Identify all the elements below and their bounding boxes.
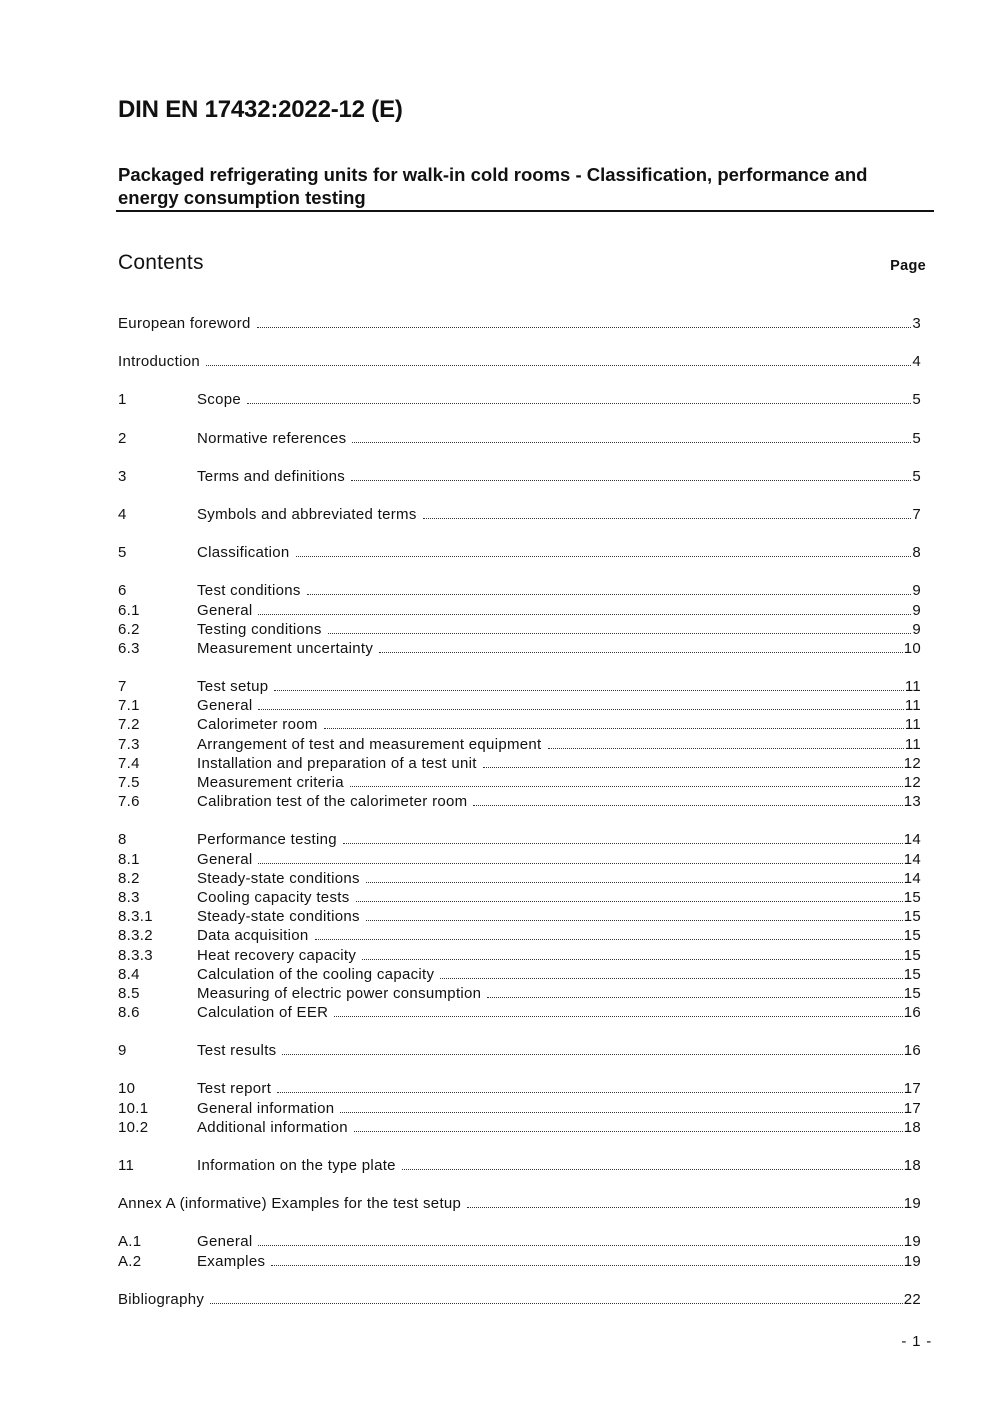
toc-entry-number: 6	[118, 582, 127, 600]
toc-entry-title: Scope	[197, 391, 242, 409]
toc-group	[118, 831, 921, 1023]
toc-entry-page: 12	[903, 774, 921, 791]
toc-entry-title: General	[197, 601, 253, 619]
toc-entry-title: Calibration test of the calorimeter room	[197, 793, 468, 811]
toc-dot-leader	[366, 908, 903, 921]
toc-entry-number: A.1	[118, 1233, 142, 1251]
toc-entry[interactable]	[118, 755, 921, 774]
toc-entry-title: Measurement criteria	[197, 774, 344, 791]
toc-dot-leader	[473, 793, 902, 806]
toc-dot-leader	[467, 1195, 903, 1208]
toc-dot-leader	[379, 640, 903, 653]
toc-entry-number: 10	[118, 1080, 136, 1098]
toc-entry-number: 8.3.3	[118, 946, 153, 964]
toc-entry[interactable]	[118, 1042, 921, 1061]
toc-entry-number: 8.3.2	[118, 927, 153, 945]
toc-entry[interactable]	[118, 506, 921, 525]
toc-dot-leader	[402, 1157, 903, 1170]
toc-entry[interactable]	[118, 621, 921, 640]
toc-dot-leader	[334, 1004, 902, 1017]
toc-entry-page: 11	[904, 678, 921, 696]
toc-entry-number: 7.6	[118, 793, 140, 811]
toc-entry-title: Testing conditions	[197, 620, 322, 638]
toc-entry-page: 15	[903, 927, 921, 945]
toc-entry-title: Arrangement of test and measurement equipment	[197, 735, 542, 753]
contents-heading: Contents	[118, 251, 204, 274]
toc-dot-leader	[210, 1291, 903, 1304]
toc-entry-page: 18	[903, 1157, 921, 1174]
toc-entry-page: 10	[903, 639, 921, 657]
toc-dot-leader	[271, 1253, 902, 1266]
toc-dot-leader	[483, 755, 903, 768]
toc-group	[118, 544, 921, 563]
toc-entry-number: 4	[118, 505, 127, 523]
toc-entry-title: Measuring of electric power consumption	[197, 984, 482, 1002]
toc-entry-number: 7	[118, 678, 127, 696]
toc-entry-number: 6.2	[118, 620, 140, 638]
toc-entry-number: 7.3	[118, 735, 140, 753]
toc-entry-title: Installation and preparation of a test unit	[197, 754, 477, 772]
toc-dot-leader	[258, 602, 911, 615]
toc-entry-title: Annex A (informative) Examples for the test setup	[118, 1195, 462, 1213]
toc-entry[interactable]	[118, 793, 921, 812]
toc-entry[interactable]	[118, 602, 921, 621]
toc-entry-title: Steady-state conditions	[197, 908, 360, 926]
document-title: Packaged refrigerating units for walk-in cold rooms - Classification, performance and energy consumption testing	[118, 164, 868, 208]
toc-entry-page: 15	[903, 946, 921, 964]
toc-group	[118, 1042, 921, 1061]
toc-entry-title: General	[197, 1233, 253, 1251]
toc-dot-leader	[352, 430, 911, 443]
toc-dot-leader	[247, 391, 911, 404]
toc-dot-leader	[257, 315, 912, 328]
toc-entry-page: 7	[912, 505, 921, 523]
toc-entry-title: Introduction	[118, 353, 200, 371]
toc-entry[interactable]	[118, 985, 921, 1004]
toc-dot-leader	[282, 1042, 902, 1055]
toc-entry-number: 7.1	[118, 697, 140, 715]
toc-entry-title: General	[197, 697, 253, 715]
toc-entry-page: 9	[912, 620, 921, 638]
toc-entry[interactable]	[118, 353, 921, 372]
toc-entry-number: 8.3	[118, 888, 140, 906]
toc-entry-title: Cooling capacity tests	[197, 888, 350, 906]
toc-entry-page: 13	[903, 793, 921, 811]
toc-entry[interactable]	[118, 927, 921, 946]
document-id: DIN EN 17432:2022-12 (E)	[118, 96, 403, 123]
toc-entry-page: 3	[912, 315, 921, 332]
toc-entry-number: 3	[118, 467, 127, 485]
toc-entry[interactable]	[118, 870, 921, 889]
toc-group	[118, 1157, 921, 1176]
toc-entry-title: General information	[197, 1099, 335, 1117]
toc-entry[interactable]	[118, 468, 921, 487]
toc-entry-page: 14	[903, 850, 921, 868]
toc-entry-page: 11	[904, 716, 921, 734]
toc-entry-page: 8	[912, 544, 921, 562]
toc-dot-leader	[487, 985, 902, 998]
toc-dot-leader	[343, 831, 903, 844]
toc-entry[interactable]	[118, 831, 921, 850]
toc-entry[interactable]	[118, 908, 921, 927]
toc-entry-page: 16	[903, 1042, 921, 1060]
toc-entry[interactable]	[118, 544, 921, 563]
toc-entry-number: 8.1	[118, 850, 140, 868]
toc-entry-page: 4	[912, 353, 921, 371]
toc-entry-number: 8.3.1	[118, 908, 153, 926]
toc-dot-leader	[362, 947, 903, 960]
toc-entry-title: Bibliography	[118, 1290, 205, 1308]
toc-entry-number: 9	[118, 1042, 127, 1060]
toc-entry-page: 19	[903, 1195, 921, 1213]
toc-entry-title: Performance testing	[197, 831, 337, 849]
toc-dot-leader	[340, 1100, 902, 1113]
toc-entry-number: 8.6	[118, 1004, 140, 1022]
toc-entry-page: 5	[912, 429, 921, 447]
toc-entry-title: Test conditions	[197, 582, 301, 600]
toc-entry-page: 14	[903, 869, 921, 887]
toc-entry-title: Information on the type plate	[197, 1157, 396, 1174]
toc-dot-leader	[440, 966, 902, 979]
toc-dot-leader	[258, 1233, 902, 1246]
toc-entry-number: 5	[118, 544, 127, 562]
toc-dot-leader	[356, 889, 903, 902]
toc-entry-title: Heat recovery capacity	[197, 946, 357, 964]
toc-dot-leader	[548, 736, 904, 749]
toc-entry-page: 15	[903, 984, 921, 1002]
toc-entry-title: Calculation of EER	[197, 1004, 329, 1022]
toc-entry[interactable]	[118, 640, 921, 659]
toc-dot-leader	[350, 774, 903, 787]
toc-entry[interactable]	[118, 889, 921, 908]
toc-entry[interactable]	[118, 1119, 921, 1138]
toc-entry-page: 19	[903, 1252, 921, 1270]
toc-entry[interactable]	[118, 1291, 921, 1310]
toc-entry-number: 8.4	[118, 965, 140, 983]
toc-entry-title: Examples	[197, 1252, 266, 1270]
toc-entry[interactable]	[118, 851, 921, 870]
toc-entry[interactable]	[118, 315, 921, 334]
toc-entry-number: 2	[118, 429, 127, 447]
toc-entry-page: 15	[903, 965, 921, 983]
toc-dot-leader	[206, 353, 911, 366]
toc-entry[interactable]	[118, 1004, 921, 1023]
toc-entry-title: Calculation of the cooling capacity	[197, 965, 435, 983]
toc-entry-title: Data acquisition	[197, 927, 309, 945]
toc-dot-leader	[366, 870, 903, 883]
toc-entry-page: 11	[904, 735, 921, 753]
toc-entry-number: 1	[118, 391, 127, 409]
toc-dot-leader	[351, 468, 911, 481]
toc-entry[interactable]	[118, 391, 921, 410]
toc-entry-number: 7.5	[118, 774, 140, 791]
toc-entry[interactable]	[118, 1253, 921, 1272]
toc-dot-leader	[324, 716, 904, 729]
toc-entry-page: 5	[912, 391, 921, 409]
toc-group	[118, 430, 921, 449]
toc-group	[118, 315, 921, 334]
toc-dot-leader	[274, 678, 903, 691]
toc-group	[118, 1080, 921, 1138]
table-of-contents	[118, 315, 921, 1329]
toc-entry-number: 7.4	[118, 754, 140, 772]
toc-group	[118, 506, 921, 525]
toc-dot-leader	[258, 851, 902, 864]
toc-entry-title: Classification	[197, 544, 290, 562]
toc-entry-page: 11	[904, 697, 921, 715]
toc-dot-leader	[423, 506, 912, 519]
toc-entry-page: 15	[903, 908, 921, 926]
toc-entry-number: 11	[118, 1157, 135, 1174]
toc-entry-title: Additional information	[197, 1118, 348, 1136]
toc-entry-title: Symbols and abbreviated terms	[197, 505, 417, 523]
toc-dot-leader	[277, 1080, 903, 1093]
toc-entry-title: Test setup	[197, 678, 269, 696]
toc-entry-title: European foreword	[118, 315, 251, 332]
toc-entry-page: 5	[912, 467, 921, 485]
toc-dot-leader	[307, 582, 912, 595]
toc-entry-page: 17	[903, 1099, 921, 1117]
toc-entry-page: 16	[903, 1004, 921, 1022]
toc-group	[118, 1233, 921, 1271]
toc-entry-page: 12	[903, 754, 921, 772]
toc-entry-number: 10.2	[118, 1118, 149, 1136]
toc-entry-number: 6.3	[118, 639, 140, 657]
toc-entry-title: Normative references	[197, 429, 347, 447]
toc-group	[118, 678, 921, 812]
toc-entry-title: Test report	[197, 1080, 272, 1098]
toc-entry-page: 18	[903, 1118, 921, 1136]
toc-dot-leader	[354, 1119, 903, 1132]
toc-group	[118, 1195, 921, 1214]
toc-entry-page: 19	[903, 1233, 921, 1251]
toc-group	[118, 391, 921, 410]
toc-entry[interactable]	[118, 678, 921, 697]
page-number: - 1 -	[901, 1333, 932, 1350]
toc-entry-number: 8.2	[118, 869, 140, 887]
toc-entry-title: Measurement uncertainty	[197, 639, 374, 657]
toc-entry[interactable]	[118, 1157, 921, 1176]
title-underline-rule	[116, 210, 934, 212]
toc-entry-title: Test results	[197, 1042, 277, 1060]
toc-entry-number: 10.1	[118, 1099, 149, 1117]
toc-group	[118, 1291, 921, 1310]
toc-entry[interactable]	[118, 1080, 921, 1099]
toc-entry[interactable]	[118, 774, 921, 793]
toc-entry-page: 14	[903, 831, 921, 849]
toc-entry-number: A.2	[118, 1252, 142, 1270]
toc-group	[118, 353, 921, 372]
toc-dot-leader	[258, 697, 903, 710]
toc-entry-title: General	[197, 850, 253, 868]
toc-entry-number: 8.5	[118, 984, 140, 1002]
toc-entry-page: 15	[903, 888, 921, 906]
page-column-label: Page	[890, 258, 926, 274]
toc-entry-page: 9	[912, 601, 921, 619]
toc-entry[interactable]	[118, 1100, 921, 1119]
toc-entry[interactable]	[118, 947, 921, 966]
toc-dot-leader	[315, 927, 903, 940]
toc-dot-leader	[328, 621, 912, 634]
toc-entry-title: Calorimeter room	[197, 716, 318, 734]
toc-entry-number: 7.2	[118, 716, 140, 734]
toc-entry-number: 8	[118, 831, 127, 849]
toc-entry-page: 17	[903, 1080, 921, 1098]
toc-entry-page: 22	[903, 1290, 921, 1308]
toc-entry[interactable]	[118, 966, 921, 985]
toc-entry[interactable]	[118, 697, 921, 716]
toc-entry[interactable]	[118, 1195, 921, 1214]
toc-entry[interactable]	[118, 1233, 921, 1252]
toc-dot-leader	[296, 544, 912, 557]
toc-group	[118, 582, 921, 659]
toc-entry-title: Steady-state conditions	[197, 869, 360, 887]
toc-entry[interactable]	[118, 430, 921, 449]
toc-entry-title: Terms and definitions	[197, 467, 346, 485]
toc-entry[interactable]	[118, 716, 921, 735]
toc-entry-number: 6.1	[118, 601, 140, 619]
toc-entry[interactable]	[118, 736, 921, 755]
toc-entry-page: 9	[912, 582, 921, 600]
toc-group	[118, 468, 921, 487]
toc-entry[interactable]	[118, 582, 921, 601]
